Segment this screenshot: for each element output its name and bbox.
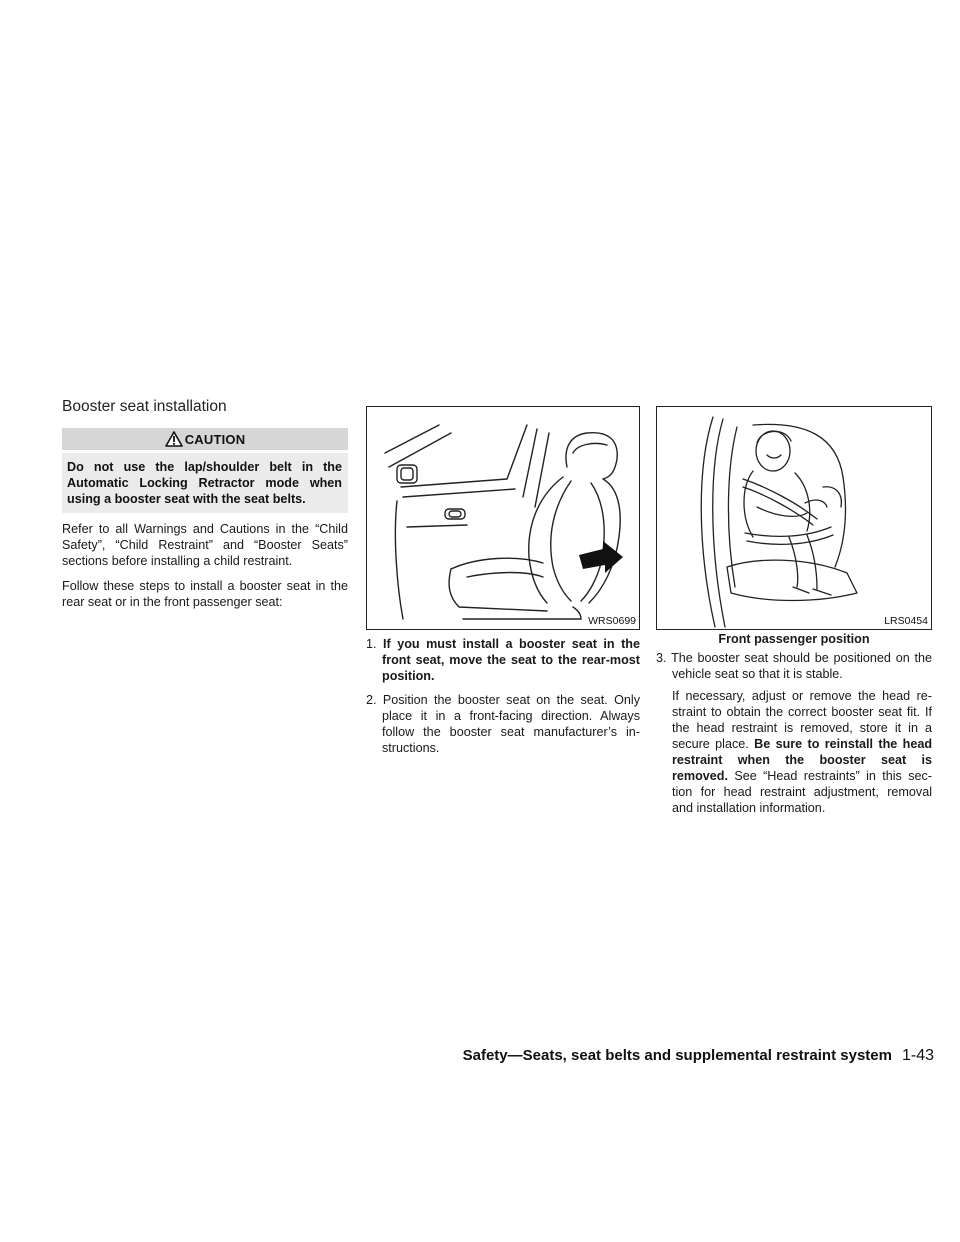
- page-number: 1-43: [901, 1047, 934, 1064]
- caution-text: Do not use the lap/shoulder belt in the Automatic Locking Retractor mode when using a booster seat with the seat belts.: [62, 453, 348, 513]
- booster-illustration: [656, 406, 932, 630]
- figure-caption: Front passenger position: [718, 632, 870, 646]
- figure-code: LRS0454: [884, 615, 928, 627]
- step-text: If you must install a booster seat in the front seat, move the seat to the rear-most position.: [382, 637, 641, 683]
- steps-list-b: [656, 650, 932, 682]
- step-item: [366, 692, 640, 756]
- step-text: The booster seat should be positioned on the vehicle seat so that it is stable.: [671, 651, 932, 681]
- step-note-text-a: If necessary, adjust or remove the head re-straint to obtain the correct booster seat fit. If the head restraint is removed, store it in a secure place.: [672, 689, 932, 751]
- vehicle-seat-drawing: [367, 407, 639, 629]
- step-number: 2.: [366, 693, 377, 707]
- step-note-bold: Be sure to reinstall the head restraint when the booster seat is removed.: [672, 737, 933, 783]
- child-booster-seat-drawing: [657, 407, 931, 629]
- steps-intro-paragraph: Follow these steps to install a booster seat in the rear seat or in the front passenger seat:: [62, 579, 348, 609]
- caution-box: [62, 428, 348, 513]
- steps-list-a: [366, 636, 640, 756]
- step-number: 3.: [656, 651, 667, 665]
- seat-illustration: [366, 406, 640, 630]
- intro-paragraph: Refer to all Warnings and Cautions in the “Child Safety”, “Child Restraint” and “Booster Seats” sections before installing a child restraint.: [62, 522, 348, 568]
- right-column: [656, 406, 932, 816]
- step-item: [656, 650, 932, 682]
- middle-column: [366, 406, 640, 764]
- warning-triangle-icon: [165, 431, 183, 447]
- caution-heading: [62, 428, 348, 450]
- page-footer: [430, 1047, 934, 1065]
- step-number: 1.: [366, 637, 377, 651]
- section-title: Booster seat installation: [62, 398, 227, 415]
- caution-label: CAUTION: [184, 431, 246, 447]
- left-column: [62, 398, 348, 619]
- step-item: [366, 636, 640, 684]
- step-note-text-b: See “Head restraints” in this sec-tion for head restraint adjustment, removal and installation information.: [672, 769, 932, 815]
- figure-code: WRS0699: [588, 615, 636, 627]
- footer-title: Safety—Seats, seat belts and supplemental restraint system: [462, 1047, 892, 1064]
- step-text: Position the booster seat on the seat. Only place it in a front-facing direction. Always follow the booster seat manufacturer’s in-structions.: [382, 693, 641, 755]
- step-note: [656, 688, 932, 816]
